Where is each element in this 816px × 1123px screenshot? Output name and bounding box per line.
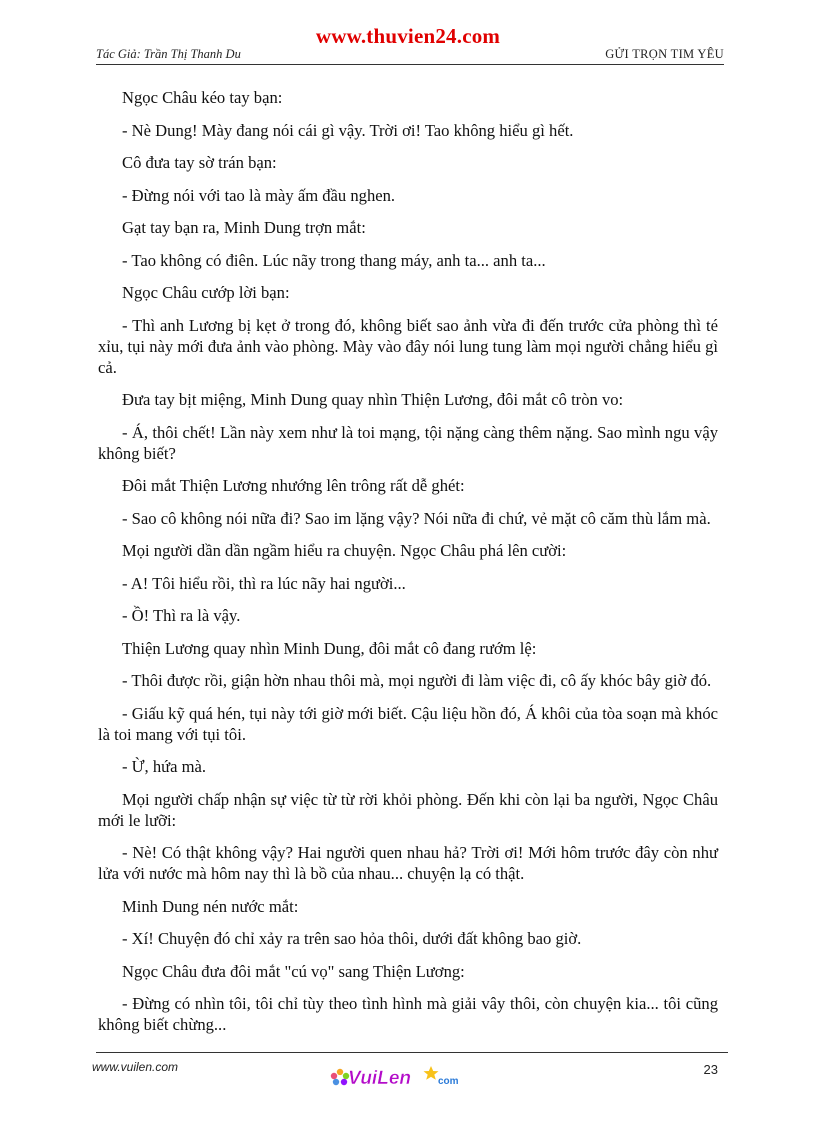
paragraph: - Nè! Có thật không vậy? Hai người quen nhau hả? Trời ơi! Mới hôm trước đây còn như lửa với nước mà hôm nay thì là bồ của nhau... chuyện lạ có thật. (98, 843, 718, 883)
paragraph: - Giấu kỹ quá hén, tụi này tới giờ mới biết. Cậu liệu hồn đó, Á khôi của tòa soạn mà khóc là toi mang với tụi tôi. (98, 703, 718, 744)
paragraph: - Ừ, hứa mà. (122, 757, 207, 776)
paragraph: Mọi người chấp nhận sự việc từ từ rời khỏi phòng. Đến khi còn lại ba người, Ngọc Châu mới le lưỡi: (98, 789, 718, 830)
paragraph: Ngọc Châu đưa đôi mắt "cú vọ" sang Thiện Lương: (122, 961, 465, 981)
header-rule (96, 64, 724, 65)
vuilen-logo[interactable] (330, 1062, 480, 1096)
header-author: Tác Giả: Trần Thị Thanh Du (96, 47, 241, 61)
header-book-title: GỬI TRỌN TIM YÊU (605, 47, 724, 61)
logo-text: VuiLen (348, 1068, 411, 1089)
paragraph: Mọi người dần dần ngầm hiểu ra chuyện. Ngọc Châu phá lên cười: (122, 541, 567, 560)
page-number: 23 (703, 1062, 718, 1077)
paragraph: - Sao cô không nói nữa đi? Sao im lặng vậy? Nói nữa đi chứ, vẻ mặt cô căm thù lắm mà. (122, 508, 711, 528)
paragraph: - Thì anh Lương bị kẹt ở trong đó, không biết sao ảnh vừa đi đến trước cửa phòng thì té xỉu, tụi này mới đưa ảnh vào phòng. Mày vào đây nói lung tung làm mọi người chẳng hiểu gì cả. (98, 315, 718, 377)
footer-rule (96, 1052, 728, 1053)
paragraph: Đôi mắt Thiện Lương nhướng lên trông rất dễ ghét: (122, 476, 465, 495)
footer-site-link[interactable]: www.vuilen.com (92, 1060, 179, 1074)
paragraph: Minh Dung nén nước mắt: (122, 896, 299, 916)
paragraph: - Đừng có nhìn tôi, tôi chỉ tùy theo tình hình mà giải vây thôi, còn chuyện kia... tôi cũng không biết chừng... (98, 994, 718, 1034)
watermark-url[interactable]: www.thuvien24.com (315, 24, 501, 48)
paragraph: - A! Tôi hiểu rồi, thì ra lúc nãy hai người... (122, 573, 406, 593)
paragraph: Cô đưa tay sờ trán bạn: (122, 153, 277, 172)
star-icon (424, 1066, 439, 1080)
paragraph: Gạt tay bạn ra, Minh Dung trợn mắt: (122, 218, 366, 237)
body-text (98, 87, 718, 1047)
paragraph: - Xí! Chuyện đó chỉ xảy ra trên sao hỏa thôi, dưới đất không bao giờ. (122, 929, 582, 948)
logo-suffix: com (438, 1076, 459, 1087)
paragraph: - Tao không có điên. Lúc nãy trong thang máy, anh ta... anh ta... (122, 250, 546, 270)
paragraph: Ngọc Châu cướp lời bạn: (122, 283, 290, 302)
paragraph: Ngọc Châu kéo tay bạn: (122, 88, 283, 107)
paragraph: - Thôi được rồi, giận hờn nhau thôi mà, mọi người đi làm việc đi, cô ấy khóc bây giờ đó. (122, 671, 712, 690)
paragraph: - Đừng nói với tao là mày ấm đầu nghen. (122, 185, 396, 205)
paragraph: - Nè Dung! Mày đang nói cái gì vậy. Trời ơi! Tao không hiểu gì hết. (122, 120, 574, 140)
flower-icon (331, 1069, 349, 1085)
paragraph: Đưa tay bịt miệng, Minh Dung quay nhìn Thiện Lương, đôi mắt cô tròn vo: (122, 390, 624, 409)
paragraph: - Á, thôi chết! Lần này xem như là toi mạng, tội nặng càng thêm nặng. Sao mình ngu vậy không biết? (98, 422, 718, 463)
paragraph: - Ồ! Thì ra là vậy. (122, 606, 241, 625)
paragraph: Thiện Lương quay nhìn Minh Dung, đôi mắt cô đang rướm lệ: (122, 638, 537, 658)
